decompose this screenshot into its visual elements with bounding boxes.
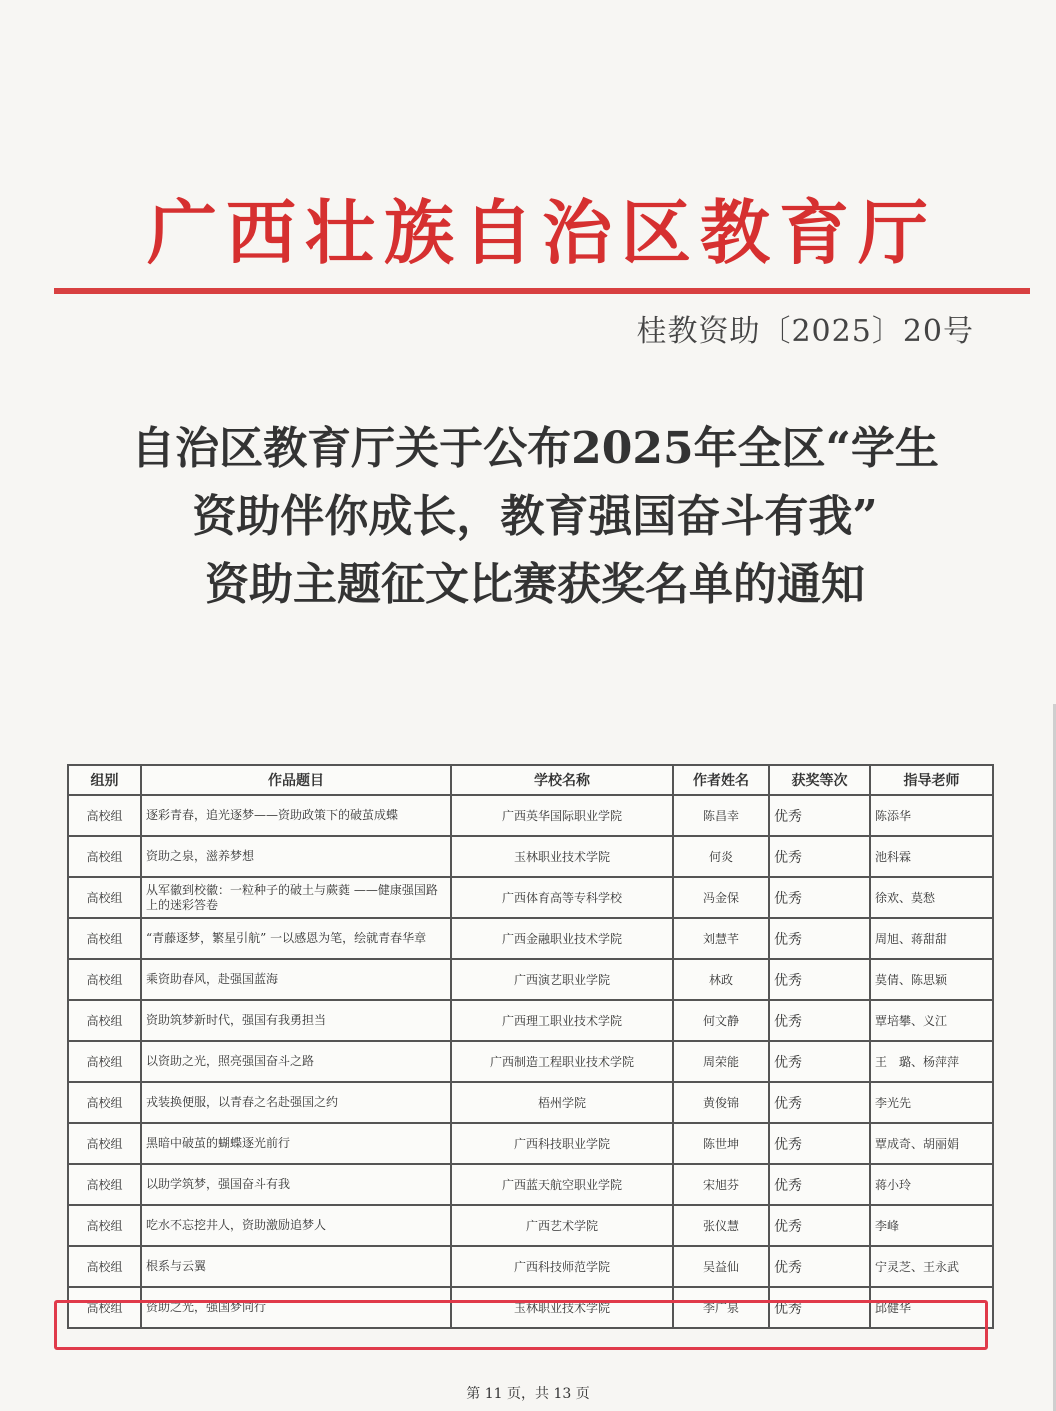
cell-advisor: 陈添华 — [870, 795, 993, 836]
cell-award: 优秀 — [769, 918, 870, 959]
cell-group: 高校组 — [68, 1082, 141, 1123]
cell-group: 高校组 — [68, 1123, 141, 1164]
cell-group: 高校组 — [68, 795, 141, 836]
cell-award: 优秀 — [769, 1246, 870, 1287]
table-row — [68, 959, 993, 1000]
cell-award: 优秀 — [769, 1000, 870, 1041]
header-advisor: 指导老师 — [870, 765, 993, 795]
cell-title: 资助之光，强国梦同行 — [141, 1287, 451, 1328]
cell-author: 张仪慧 — [673, 1205, 769, 1246]
table-row — [68, 1205, 993, 1246]
cell-group: 高校组 — [68, 1000, 141, 1041]
table-row — [68, 1082, 993, 1123]
cell-advisor: 宁灵芝、王永武 — [870, 1246, 993, 1287]
cell-school: 广西理工职业技术学院 — [451, 1000, 673, 1041]
cell-award: 优秀 — [769, 959, 870, 1000]
issuing-authority-title: 广西壮族自治区教育厅 — [147, 191, 937, 274]
cell-award: 优秀 — [769, 795, 870, 836]
table-row — [68, 918, 993, 959]
cell-author: 何炎 — [673, 836, 769, 877]
cell-group: 高校组 — [68, 1287, 141, 1328]
cell-award: 优秀 — [769, 1082, 870, 1123]
document-number: 桂教资助〔2025〕20号 — [636, 314, 974, 349]
award-list-table-container — [67, 764, 992, 1329]
cell-author: 陈世坤 — [673, 1123, 769, 1164]
cell-group: 高校组 — [68, 1041, 141, 1082]
cell-title: 以助学筑梦，强国奋斗有我 — [141, 1164, 451, 1205]
cell-group: 高校组 — [68, 1164, 141, 1205]
table-row — [68, 1123, 993, 1164]
header-author: 作者姓名 — [673, 765, 769, 795]
cell-title: “青藤逐梦，繁星引航” 一以感恩为笔，绘就青春华章 — [141, 918, 451, 959]
cell-advisor: 邱健华 — [870, 1287, 993, 1328]
red-header-rule — [54, 288, 1030, 294]
cell-author: 吴益仙 — [673, 1246, 769, 1287]
cell-group: 高校组 — [68, 836, 141, 877]
cell-advisor: 徐欢、莫愁 — [870, 877, 993, 918]
cell-title: 乘资助春风，赴强国蓝海 — [141, 959, 451, 1000]
cell-author: 冯金保 — [673, 877, 769, 918]
cell-school: 玉林职业技术学院 — [451, 1287, 673, 1328]
table-row — [68, 795, 993, 836]
cell-award: 优秀 — [769, 877, 870, 918]
cell-award: 优秀 — [769, 836, 870, 877]
cell-school: 广西蓝天航空职业学院 — [451, 1164, 673, 1205]
cell-advisor: 周旭、蒋甜甜 — [870, 918, 993, 959]
cell-school: 广西英华国际职业学院 — [451, 795, 673, 836]
cell-advisor: 王 璐、杨萍萍 — [870, 1041, 993, 1082]
cell-school: 广西体育高等专科学校 — [451, 877, 673, 918]
table-row — [68, 1164, 993, 1205]
cell-author: 何文静 — [673, 1000, 769, 1041]
header-title: 作品题目 — [141, 765, 451, 795]
cell-title: 逐彩青春，追光逐梦——资助政策下的破茧成蝶 — [141, 795, 451, 836]
cell-school: 广西演艺职业学院 — [451, 959, 673, 1000]
cell-group: 高校组 — [68, 1246, 141, 1287]
cell-school: 广西艺术学院 — [451, 1205, 673, 1246]
cell-school: 广西制造工程职业技术学院 — [451, 1041, 673, 1082]
header-group: 组别 — [68, 765, 141, 795]
cell-title: 根系与云翼 — [141, 1246, 451, 1287]
table-row — [68, 877, 993, 918]
cell-advisor: 蒋小玲 — [870, 1164, 993, 1205]
cell-school: 广西金融职业技术学院 — [451, 918, 673, 959]
cell-advisor: 莫倩、陈思颖 — [870, 959, 993, 1000]
notice-title-line-1: 自治区教育厅关于公布2025年全区“学生 — [131, 423, 939, 474]
table-row — [68, 1041, 993, 1082]
cell-award: 优秀 — [769, 1164, 870, 1205]
cell-advisor: 池科霖 — [870, 836, 993, 877]
cell-school: 玉林职业技术学院 — [451, 836, 673, 877]
cell-title: 黑暗中破茧的蝴蝶逐光前行 — [141, 1123, 451, 1164]
cell-author: 周荣能 — [673, 1041, 769, 1082]
cell-award: 优秀 — [769, 1041, 870, 1082]
header-school: 学校名称 — [451, 765, 673, 795]
cell-school: 广西科技职业学院 — [451, 1123, 673, 1164]
cell-school: 广西科技师范学院 — [451, 1246, 673, 1287]
cell-award: 优秀 — [769, 1287, 870, 1328]
notice-title-line-3: 资助主题征文比赛获奖名单的通知 — [205, 559, 865, 610]
cell-advisor: 覃成奇、胡丽娟 — [870, 1123, 993, 1164]
cell-author: 陈昌幸 — [673, 795, 769, 836]
table-row — [68, 1246, 993, 1287]
cell-school: 梧州学院 — [451, 1082, 673, 1123]
header-award: 获奖等次 — [769, 765, 870, 795]
page-footer: 第 11 页，共 13 页 — [466, 1386, 590, 1402]
cell-title: 资助之泉，滋养梦想 — [141, 836, 451, 877]
cell-advisor: 李光先 — [870, 1082, 993, 1123]
cell-advisor: 覃培攀、义江 — [870, 1000, 993, 1041]
cell-award: 优秀 — [769, 1123, 870, 1164]
cell-title: 戎装换便服，以青春之名赴强国之约 — [141, 1082, 451, 1123]
cell-group: 高校组 — [68, 877, 141, 918]
cell-title: 以资助之光，照亮强国奋斗之路 — [141, 1041, 451, 1082]
cell-title: 从军徽到校徽：一粒种子的破土与蕨蕤 ——健康强国路上的迷彩答卷 — [141, 877, 451, 918]
cell-author: 宋旭芬 — [673, 1164, 769, 1205]
table-row — [68, 836, 993, 877]
cell-author: 李广泉 — [673, 1287, 769, 1328]
cell-author: 黄俊锦 — [673, 1082, 769, 1123]
notice-title — [60, 415, 1010, 619]
cell-author: 刘慧芊 — [673, 918, 769, 959]
cell-advisor: 李峰 — [870, 1205, 993, 1246]
cell-title: 资助筑梦新时代，强国有我勇担当 — [141, 1000, 451, 1041]
cell-author: 林政 — [673, 959, 769, 1000]
cell-group: 高校组 — [68, 1205, 141, 1246]
notice-title-line-2: 资助伴你成长，教育强国奋斗有我” — [192, 491, 878, 542]
table-row — [68, 1000, 993, 1041]
award-list-table — [67, 764, 994, 1329]
cell-group: 高校组 — [68, 918, 141, 959]
cell-award: 优秀 — [769, 1205, 870, 1246]
table-header-row — [68, 765, 993, 795]
cell-group: 高校组 — [68, 959, 141, 1000]
table-row — [68, 1287, 993, 1328]
cell-title: 吃水不忘挖井人，资助激励追梦人 — [141, 1205, 451, 1246]
